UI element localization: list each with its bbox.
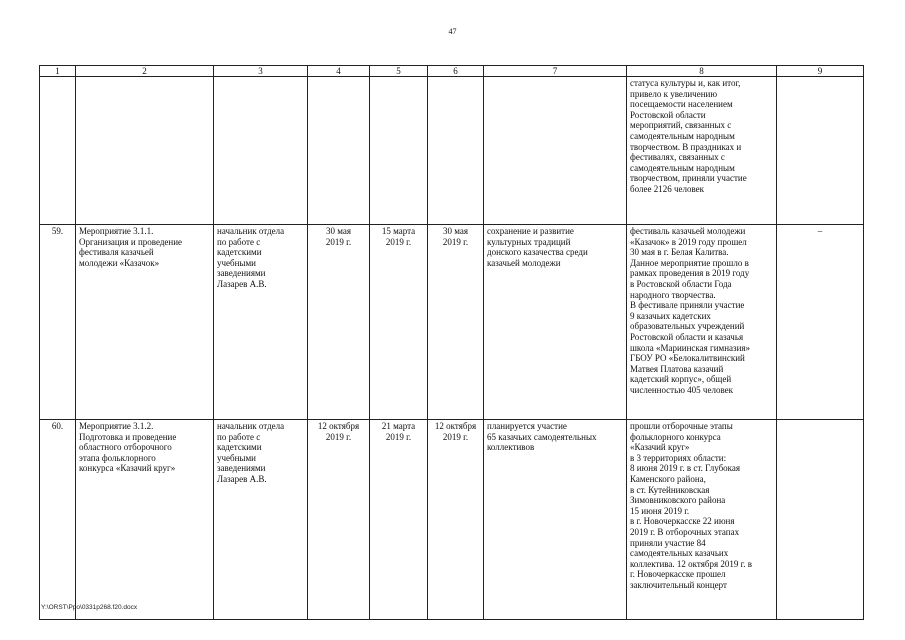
report-table xyxy=(39,65,864,620)
date-plan-cell: 12 октября 2019 г. xyxy=(308,420,370,620)
page-number: 47 xyxy=(448,27,457,36)
expected-result-cell xyxy=(484,77,627,225)
col-header-3: 3 xyxy=(214,66,308,77)
note-cell: – xyxy=(777,225,864,420)
col-header-6: 6 xyxy=(428,66,484,77)
col-header-9: 9 xyxy=(777,66,864,77)
date-plan-cell: 30 мая 2019 г. xyxy=(308,225,370,420)
table-row xyxy=(40,77,864,225)
date-actual-cell: 30 мая 2019 г. xyxy=(428,225,484,420)
table-row xyxy=(40,420,864,620)
responsible-cell xyxy=(214,77,308,225)
responsible-cell: начальник отдела по работе с кадетскими учебными заведениями Лазарев А.В. xyxy=(214,420,308,620)
row-number xyxy=(40,77,76,225)
note-cell xyxy=(777,420,864,620)
actual-result-cell: фестиваль казачьей молодежи «Казачок» в 2019 году прошел 30 мая в г. Белая Калитва. Данное мероприятие прошло в рамках проведения в 2019 году в Ростовской области Года народного творчества. В фестивале приняли участие 9 казачьих кадетских образовательных учреждений Ростовской области и казачья школа «Мариинская гимназия» ГБОУ РО «Белокалитвинский Матвея Платова казачий кадетский корпус», общей численностью 405 человек xyxy=(627,225,777,420)
date-actual-cell xyxy=(428,77,484,225)
expected-result-cell: планируется участие 65 казачьих самодеятельных коллективов xyxy=(484,420,627,620)
col-header-2: 2 xyxy=(76,66,214,77)
expected-result-cell: сохранение и развитие культурных традиций донского казачества среди казачьей молодежи xyxy=(484,225,627,420)
actual-result-cell: статуса культуры и, как итог, привело к увеличению посещаемости населением Ростовской области мероприятий, связанных с самодеятельным народным творчеством. В праздниках и фестивалях, связанных с самодеятельным народным творчеством, приняли участие более 2126 человек xyxy=(627,77,777,225)
header-row xyxy=(40,66,864,77)
date-start-cell: 21 марта 2019 г. xyxy=(370,420,428,620)
responsible-cell: начальник отдела по работе с кадетскими учебными заведениями Лазарев А.В. xyxy=(214,225,308,420)
actual-result-cell: прошли отборочные этапы фольклорного конкурса «Казачий круг» в 3 территориях области: 8 июня 2019 г. в ст. Глубокая Каменского района, в ст. Кутейниковская Зимовниковского района 15 июня 2019 г. в г. Новочеркасске 22 июня 2019 г. В отборочных этапах приняли участие 84 самодеятельных казачьих коллектива. 12 октября 2019 г. в г. Новочеркасске прошел заключительный концерт xyxy=(627,420,777,620)
date-start-cell xyxy=(370,77,428,225)
date-actual-cell: 12 октября 2019 г. xyxy=(428,420,484,620)
footer-file-path: Y:\ORST\Ppo\0331p268.f20.docx xyxy=(41,604,138,611)
event-cell xyxy=(76,77,214,225)
col-header-4: 4 xyxy=(308,66,370,77)
col-header-1: 1 xyxy=(40,66,76,77)
note-cell xyxy=(777,77,864,225)
col-header-7: 7 xyxy=(484,66,627,77)
date-start-cell: 15 марта 2019 г. xyxy=(370,225,428,420)
row-number: 59. xyxy=(40,225,76,420)
table-row xyxy=(40,225,864,420)
event-cell: Мероприятие 3.1.1. Организация и проведение фестиваля казачьей молодежи «Казачок» xyxy=(76,225,214,420)
col-header-8: 8 xyxy=(627,66,777,77)
date-plan-cell xyxy=(308,77,370,225)
col-header-5: 5 xyxy=(370,66,428,77)
event-cell: Мероприятие 3.1.2. Подготовка и проведение областного отборочного этапа фольклорного конкурса «Казачий круг» xyxy=(76,420,214,620)
row-number: 60. xyxy=(40,420,76,620)
